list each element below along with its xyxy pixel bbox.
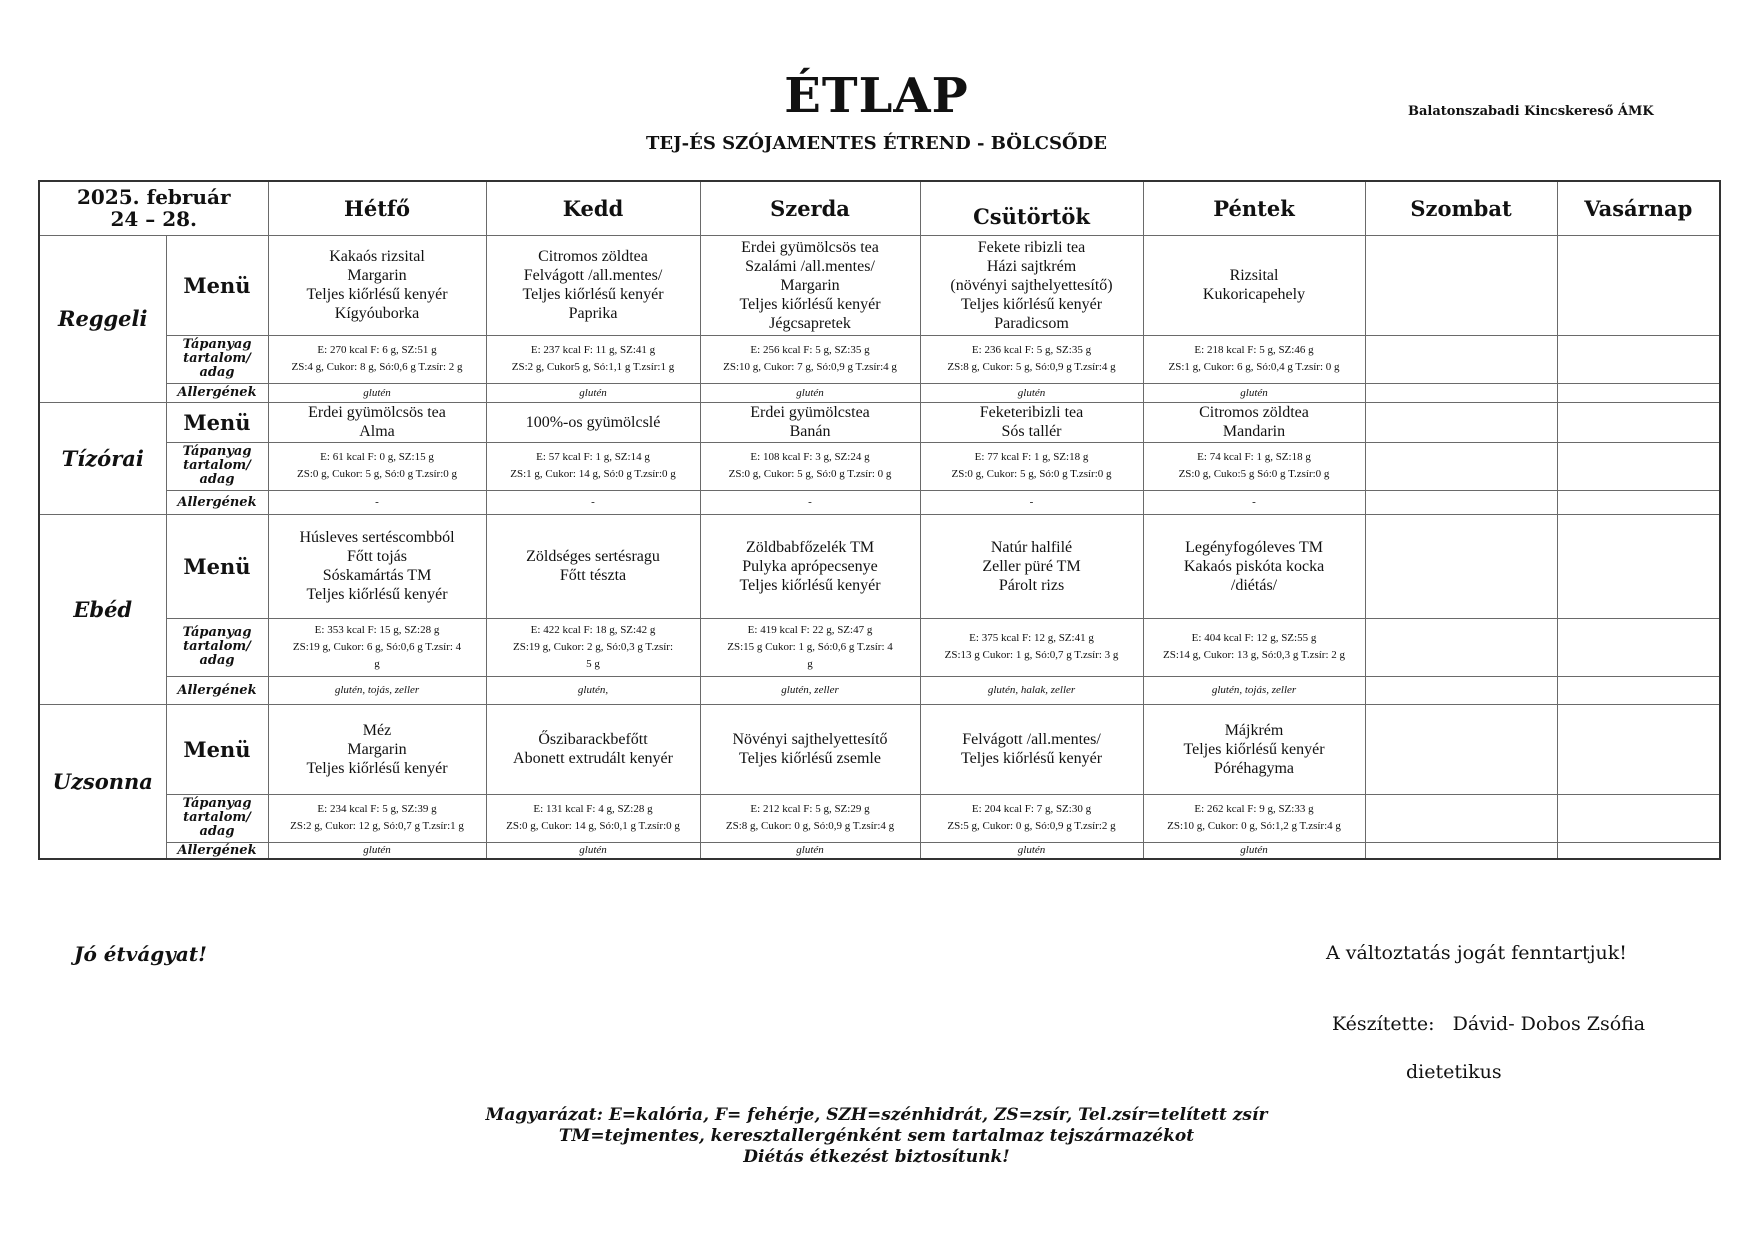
nutrition-line: E: 212 kcal F: 5 g, SZ:29 g [750,803,870,815]
nutrition-line: ZS:5 g, Cukor: 0 g, Só:0,9 g T.zsír:2 g [947,820,1116,832]
dish-item: Teljes kiőrlésű kenyér [1183,740,1325,758]
dish-item: 100%-os gyümölcslé [525,413,661,431]
menu-cell [920,514,1143,618]
row-label-menu: Menü [166,704,268,794]
date-month: 2025. február [77,185,231,210]
day-header-saturday: Szombat [1365,181,1557,235]
row-label-nutrition [166,442,268,490]
dish-item: Főtt tojás [347,548,408,565]
dish-item: Paradicsom [994,314,1069,332]
row-label-line: tartalom/ [183,351,251,366]
menu-cell [920,402,1143,442]
dish-item: Erdei gyümölcsös tea [308,404,446,421]
menu-cell [268,704,486,794]
nutrition-line: E: 131 kcal F: 4 g, SZ:28 g [533,803,653,815]
dish-item: Póréhagyma [1214,759,1294,777]
row-label-line: tartalom/ [183,458,251,473]
dish-item: Kakaós piskóta kocka [1183,557,1325,575]
menu-cell [1365,704,1557,794]
row-label-line: Tápanyag [182,444,252,459]
menu-cell [268,235,486,335]
dish-item: Alma [359,423,395,440]
allergen-cell [1365,676,1557,704]
meal-row-reggeli-menu [39,235,1720,335]
nutrition-line: E: 77 kcal F: 1 g, SZ:18 g [974,451,1089,463]
legend-line: TM=tejmentes, keresztallergénként sem tartalmaz tejszármazékot [558,1126,1195,1146]
dish-item: Teljes kiőrlésű kenyér [739,576,881,594]
allergen-cell: glutén [1143,842,1365,859]
allergen-cell: glutén [268,842,486,859]
meal-row-uzsonna-menu [39,704,1720,794]
nutrition-line: E: 256 kcal F: 5 g, SZ:35 g [750,344,870,356]
nutrition-cell [1557,794,1720,842]
institution-name: Balatonszabadi Kincskereső ÁMK [1408,104,1654,119]
allergen-cell: glutén [920,842,1143,859]
allergen-cell [1365,842,1557,859]
menu-cell [1557,235,1720,335]
nutrition-cell [1557,618,1720,676]
page-title: ÉTLAP [784,68,969,124]
menu-cell [700,704,920,794]
menu-cell [1557,514,1720,618]
day-header-friday: Péntek [1143,181,1365,235]
dish-item: Sóskamártás TM [322,567,432,584]
nutrition-line: ZS:2 g, Cukor: 12 g, Só:0,7 g T.zsír:1 g [290,820,464,832]
allergen-cell: - [920,490,1143,514]
menu-cell [1143,235,1365,335]
dish-item: Zöldbabfőzelék TM [745,538,875,556]
row-label-allergens: Allergének [166,490,268,514]
menu-cell [920,235,1143,335]
menu-cell [1143,704,1365,794]
nutrition-line: ZS:14 g, Cukor: 13 g, Só:0,3 g T.zsír: 2 g [1163,649,1346,661]
dish-item: Citromos zöldtea [1199,404,1309,421]
menu-cell [700,235,920,335]
nutrition-line: E: 204 kcal F: 7 g, SZ:30 g [971,803,1092,815]
nutrition-cell [486,442,700,490]
nutrition-cell [700,794,920,842]
greeting-text: Jó étvágyat! [74,942,207,966]
dish-item: Natúr halfilé [990,538,1073,556]
nutrition-line: E: 237 kcal F: 11 g, SZ:41 g [530,344,656,356]
nutrition-cell [486,335,700,383]
weekly-menu-table [38,180,1721,860]
nutrition-cell [268,442,486,490]
day-header-monday: Hétfő [268,181,486,235]
nutrition-line: ZS:4 g, Cukor: 8 g, Só:0,6 g T.zsír: 2 g [291,361,463,373]
meal-name: Ebéd [39,514,166,704]
meal-row-tizorai-menu [39,402,1720,442]
nutrition-cell [1143,335,1365,383]
dish-item: Mandarin [1222,423,1286,440]
dish-item: Szalámi /all.mentes/ [745,257,875,275]
meal-row-tizorai-allergens [39,490,1720,514]
row-label-nutrition [166,794,268,842]
dish-item: Párolt rizs [998,576,1065,594]
nutrition-cell [1143,794,1365,842]
nutrition-line: ZS:19 g, Cukor: 2 g, Só:0,3 g T.zsír: [513,640,674,653]
nutrition-cell [1365,618,1557,676]
allergen-cell [1365,490,1557,514]
dish-item: Teljes kiőrlésű zsemle [739,750,881,767]
dish-item: Erdei gyümölcsös tea [741,238,879,256]
nutrition-cell [268,335,486,383]
allergen-cell [1557,676,1720,704]
dish-item: Feketeribizli tea [979,404,1084,421]
row-label-line: adag [199,472,235,487]
dish-item: Banán [789,423,831,440]
nutrition-cell [1365,442,1557,490]
dish-item: Teljes kiőrlésű kenyér [306,586,448,603]
nutrition-cell [700,618,920,676]
row-label-line: adag [199,653,235,668]
date-days: 24 – 28. [110,207,198,232]
allergen-cell [1557,842,1720,859]
dish-item: /diétás/ [1230,576,1278,594]
dish-item: Abonett extrudált kenyér [513,750,673,767]
dish-item: Jégcsapretek [769,314,851,332]
author-text: Készítette: Dávid- Dobos Zsófia [1332,1013,1646,1035]
allergen-cell [1557,383,1720,402]
nutrition-line: E: 236 kcal F: 5 g, SZ:35 g [971,344,1092,356]
allergen-cell: glutén [486,842,700,859]
meal-rows [39,235,1720,859]
row-label-line: Tápanyag [182,625,252,640]
dish-item: Felvágott /all.mentes/ [962,731,1101,748]
nutrition-cell [1557,442,1720,490]
allergen-cell: glutén, [486,676,700,704]
dish-item: Főtt tészta [559,567,627,584]
dish-item: Kakaós rizsital [329,248,425,265]
nutrition-cell [920,618,1143,676]
nutrition-line: ZS:10 g, Cukor: 0 g, Só:1,2 g T.zsír:4 g [1167,820,1341,832]
nutrition-line: E: 270 kcal F: 6 g, SZ:51 g [317,344,437,356]
meal-row-ebed-menu [39,514,1720,618]
nutrition-line: ZS:0 g, Cukor: 5 g, Só:0 g T.zsír: 0 g [728,468,892,480]
dish-item: Zeller püré TM [982,557,1081,575]
nutrition-cell [1365,794,1557,842]
row-label-line: adag [199,824,235,839]
row-label-nutrition [166,335,268,383]
allergen-cell: glutén [920,383,1143,402]
menu-cell [1365,514,1557,618]
nutrition-line: E: 57 kcal F: 1 g, SZ:14 g [536,451,650,463]
nutrition-cell [268,794,486,842]
menu-cell [700,402,920,442]
allergen-cell: glutén [1143,383,1365,402]
menu-cell [1143,514,1365,618]
nutrition-line: E: 404 kcal F: 12 g, SZ:55 g [1191,632,1317,644]
nutrition-line: E: 234 kcal F: 5 g, SZ:39 g [317,803,437,815]
dish-item: Citromos zöldtea [538,248,648,265]
dish-item: Pulyka aprópecsenye [742,557,878,575]
dish-item: Teljes kiőrlésű kenyér [306,286,448,303]
nutrition-line: ZS:0 g, Cukor: 5 g, Só:0 g T.zsír:0 g [951,468,1112,480]
nutrition-line: E: 353 kcal F: 15 g, SZ:28 g [314,623,440,636]
nutrition-line: ZS:15 g Cukor: 1 g, Só:0,6 g T.zsír: 4 [727,640,893,653]
row-label-menu: Menü [166,235,268,335]
meal-row-reggeli-allergens [39,383,1720,402]
author-role: dietetikus [1406,1061,1502,1083]
meal-row-ebed-allergens [39,676,1720,704]
nutrition-cell [700,442,920,490]
disclaimer-text: A változtatás jogát fenntartjuk! [1326,942,1627,964]
menu-cell [486,402,700,442]
date-range-cell [39,181,268,235]
nutrition-line: E: 375 kcal F: 12 g, SZ:41 g [969,632,1094,644]
meal-row-tizorai-nutrition [39,442,1720,490]
allergen-cell [1557,490,1720,514]
nutrition-line: ZS:0 g, Cukor: 5 g, Só:0 g T.zsír:0 g [297,468,458,480]
dish-item: Fekete ribizli tea [977,238,1086,256]
menu-cell [486,235,700,335]
meal-row-reggeli-nutrition [39,335,1720,383]
nutrition-line: E: 61 kcal F: 0 g, SZ:15 g [320,451,434,463]
nutrition-line: ZS:0 g, Cuko:5 g Só:0 g T.zsír:0 g [1178,468,1330,480]
nutrition-line: g [807,657,813,670]
row-label-line: Tápanyag [182,337,252,352]
nutrition-cell [268,618,486,676]
page-subtitle: TEJ-ÉS SZÓJAMENTES ÉTREND - BÖLCSŐDE [646,133,1107,154]
dish-item: Zöldséges sertésragu [526,548,660,565]
row-label-nutrition [166,618,268,676]
meal-name: Tízórai [39,402,166,514]
legend-line: Diétás étkezést biztosítunk! [743,1147,1010,1167]
nutrition-line: E: 108 kcal F: 3 g, SZ:24 g [750,451,870,463]
meal-row-uzsonna-allergens [39,842,1720,859]
dish-item: Rizsital [1229,267,1279,284]
day-header-wednesday: Szerda [700,181,920,235]
menu-cell [268,514,486,618]
nutrition-line: 5 g [586,657,600,670]
allergen-cell: - [700,490,920,514]
allergen-cell: glutén [700,383,920,402]
menu-cell [920,704,1143,794]
dish-item: Húsleves sertéscombból [299,529,455,546]
allergen-cell: glutén, tojás, zeller [268,676,486,704]
nutrition-line: g [374,657,380,670]
nutrition-line: ZS:19 g, Cukor: 6 g, Só:0,6 g T.zsír: 4 [292,640,462,653]
menu-cell [1557,402,1720,442]
nutrition-cell [700,335,920,383]
allergen-cell: glutén [486,383,700,402]
dish-item: Májkrém [1224,721,1284,739]
meal-row-uzsonna-nutrition [39,794,1720,842]
nutrition-cell [1143,442,1365,490]
menu-cell [1365,235,1557,335]
nutrition-line: ZS:2 g, Cukor5 g, Só:1,1 g T.zsír:1 g [511,361,675,373]
nutrition-line: ZS:8 g, Cukor: 5 g, Só:0,9 g T.zsír:4 g [947,361,1116,373]
nutrition-line: ZS:13 g Cukor: 1 g, Só:0,7 g T.zsír: 3 g [944,649,1119,661]
header-row [39,181,1720,235]
dish-item: Teljes kiőrlésű kenyér [739,295,881,313]
nutrition-line: E: 74 kcal F: 1 g, SZ:18 g [1197,451,1311,463]
nutrition-line: ZS:1 g, Cukor: 6 g, Só:0,4 g T.zsír: 0 g [1168,361,1340,373]
nutrition-line: E: 422 kcal F: 18 g, SZ:42 g [530,623,656,636]
day-header-thursday: Csütörtök [920,181,1143,235]
nutrition-line: ZS:8 g, Cukor: 0 g, Só:0,9 g T.zsír:4 g [725,820,895,832]
row-label-line: tartalom/ [183,810,251,825]
legend-line: Magyarázat: E=kalória, F= fehérje, SZH=szénhidrát, ZS=zsír, Tel.zsír=telített zsír [485,1105,1268,1125]
dish-item: Teljes kiőrlésű kenyér [522,286,664,303]
nutrition-line: E: 419 kcal F: 22 g, SZ:47 g [747,623,873,636]
nutrition-cell [920,335,1143,383]
row-label-menu: Menü [166,402,268,442]
nutrition-line: E: 262 kcal F: 9 g, SZ:33 g [1194,803,1314,815]
meal-name: Uzsonna [39,704,166,859]
allergen-cell: glutén [700,842,920,859]
allergen-cell: glutén, halak, zeller [920,676,1143,704]
nutrition-cell [486,794,700,842]
row-label-allergens: Allergének [166,383,268,402]
dish-item: Legényfogóleves TM [1185,538,1323,556]
dish-item: Teljes kiőrlésű kenyér [960,750,1103,767]
nutrition-cell [1143,618,1365,676]
row-label-line: adag [199,365,235,380]
menu-cell [486,704,700,794]
dish-item: Sós tallér [1001,423,1062,440]
nutrition-line: E: 218 kcal F: 5 g, SZ:46 g [1194,344,1314,356]
menu-cell [700,514,920,618]
dish-item: Növényi sajthelyettesítő [732,731,888,748]
menu-cell [268,402,486,442]
allergen-cell: glutén, tojás, zeller [1143,676,1365,704]
nutrition-cell [486,618,700,676]
row-label-allergens: Allergének [166,842,268,859]
allergen-cell: - [486,490,700,514]
meal-row-ebed-nutrition [39,618,1720,676]
allergen-cell: - [268,490,486,514]
dish-item: Teljes kiőrlésű kenyér [960,295,1103,313]
dish-item: Margarin [347,267,407,284]
menu-cell [1143,402,1365,442]
menu-cell [1557,704,1720,794]
allergen-cell [1365,383,1557,402]
meal-name: Reggeli [39,235,166,402]
dish-item: Erdei gyümölcstea [750,404,870,421]
nutrition-cell [1365,335,1557,383]
nutrition-line: ZS:1 g, Cukor: 14 g, Só:0 g T.zsír:0 g [510,468,676,480]
nutrition-cell [1557,335,1720,383]
dish-item: Kígyóuborka [334,305,420,322]
menu-cell [486,514,700,618]
nutrition-line: ZS:0 g, Cukor: 14 g, Só:0,1 g T.zsír:0 g [506,820,680,832]
dish-item: Felvágott /all.mentes/ [523,267,663,284]
nutrition-line: ZS:10 g, Cukor: 7 g, Só:0,9 g T.zsír:4 g [723,361,897,373]
dish-item: Margarin [347,740,407,758]
dish-item: Paprika [568,305,618,322]
abbreviation-legend [0,1105,1753,1168]
dish-item: Teljes kiőrlésű kenyér [306,759,448,777]
day-header-sunday: Vasárnap [1557,181,1720,235]
nutrition-cell [920,794,1143,842]
allergen-cell: glutén, zeller [700,676,920,704]
row-label-menu: Menü [166,514,268,618]
dish-item: Házi sajtkrém [986,257,1077,275]
dish-item: (növényi sajthelyettesítő) [950,276,1113,294]
dish-item: Margarin [780,276,840,294]
row-label-allergens: Allergének [166,676,268,704]
row-label-line: tartalom/ [183,639,251,654]
allergen-cell: - [1143,490,1365,514]
allergen-cell: glutén [268,383,486,402]
nutrition-cell [920,442,1143,490]
dish-item: Kukoricapehely [1202,286,1306,303]
dish-item: Méz [362,721,392,739]
menu-cell [1365,402,1557,442]
dish-item: Őszibarackbefőtt [538,731,648,748]
day-header-tuesday: Kedd [486,181,700,235]
row-label-line: Tápanyag [182,796,252,811]
